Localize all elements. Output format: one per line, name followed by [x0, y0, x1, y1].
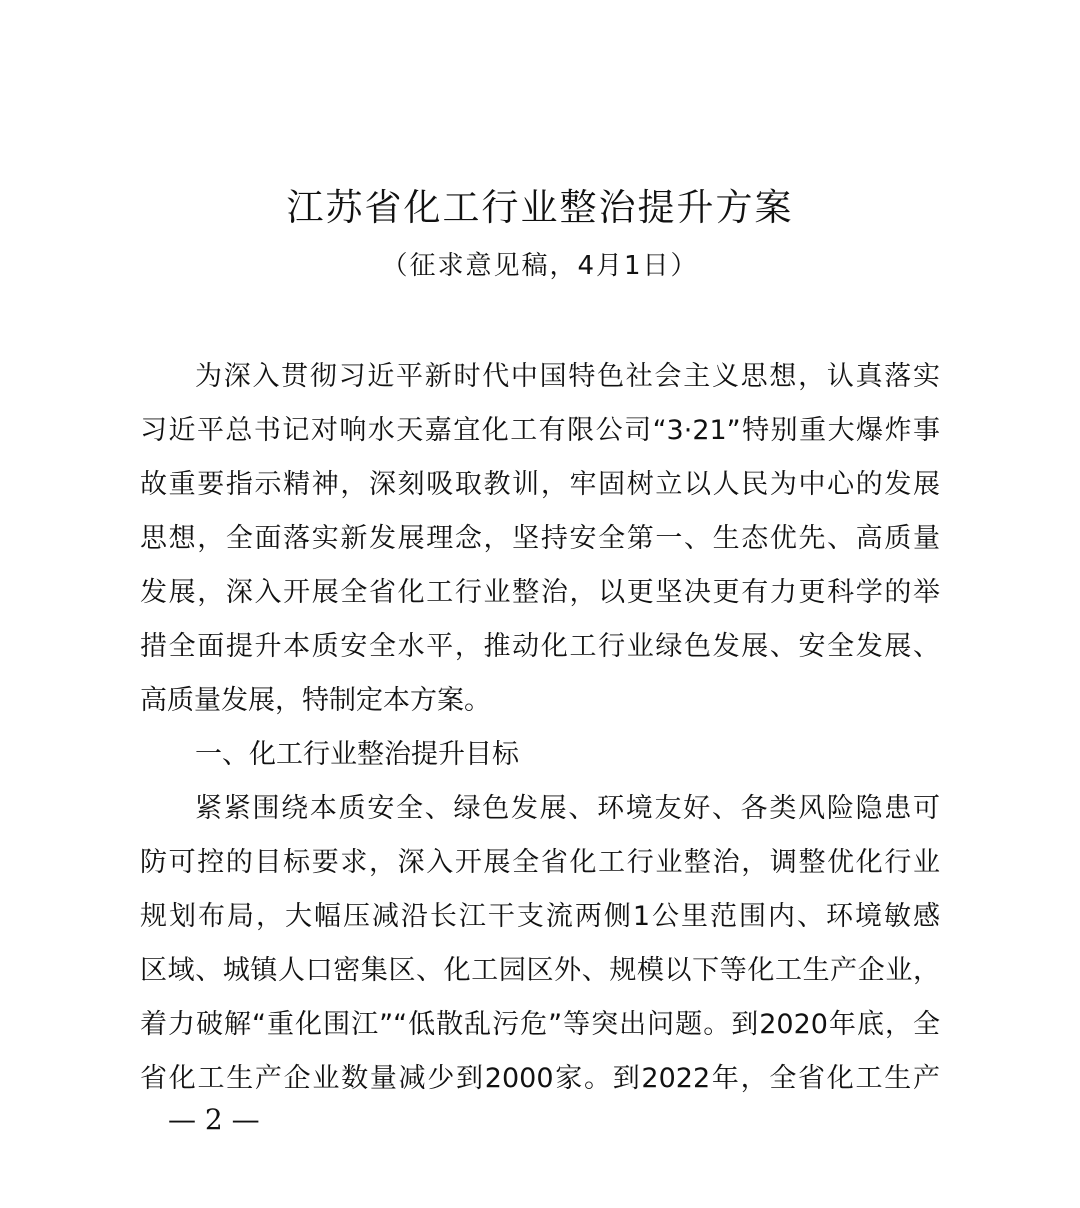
paragraph-line: 防可控的目标要求，深入开展全省化工行业整治，调整优化行业: [140, 847, 940, 878]
section-heading: 一、化工行业整治提升目标: [195, 739, 519, 770]
paragraph-line: 着力破解“重化围江”“低散乱污危”等突出问题。到2020年底，全: [140, 1009, 940, 1040]
paragraph-line: 区域、城镇人口密集区、化工园区外、规模以下等化工生产企业，: [140, 955, 940, 986]
paragraph-line: 发展，深入开展全省化工行业整治，以更坚决更有力更科学的举: [140, 577, 940, 608]
paragraph-line: 紧紧围绕本质安全、绿色发展、环境友好、各类风险隐患可: [195, 793, 940, 824]
page-number: — 2 —: [168, 1103, 260, 1136]
paragraph-line: 习近平总书记对响水天嘉宜化工有限公司“3·21”特别重大爆炸事: [140, 415, 940, 446]
document-title: 江苏省化工行业整治提升方案: [286, 186, 794, 229]
paragraph-line: 措全面提升本质安全水平，推动化工行业绿色发展、安全发展、: [140, 631, 940, 662]
paragraph-line: 故重要指示精神，深刻吸取教训，牢固树立以人民为中心的发展: [140, 469, 940, 500]
paragraph-line: 规划布局，大幅压减沿长江干支流两侧1公里范围内、环境敏感: [140, 901, 940, 932]
paragraph-line: 为深入贯彻习近平新时代中国特色社会主义思想，认真落实: [195, 361, 940, 392]
paragraph-line: 思想，全面落实新发展理念，坚持安全第一、生态优先、高质量: [140, 523, 940, 554]
paragraph-line: 省化工生产企业数量减少到2000家。到2022年，全省化工生产: [140, 1063, 940, 1094]
document-subtitle: （征求意见稿，4月1日）: [381, 251, 699, 281]
paragraph-line: 高质量发展，特制定本方案。: [140, 685, 491, 716]
